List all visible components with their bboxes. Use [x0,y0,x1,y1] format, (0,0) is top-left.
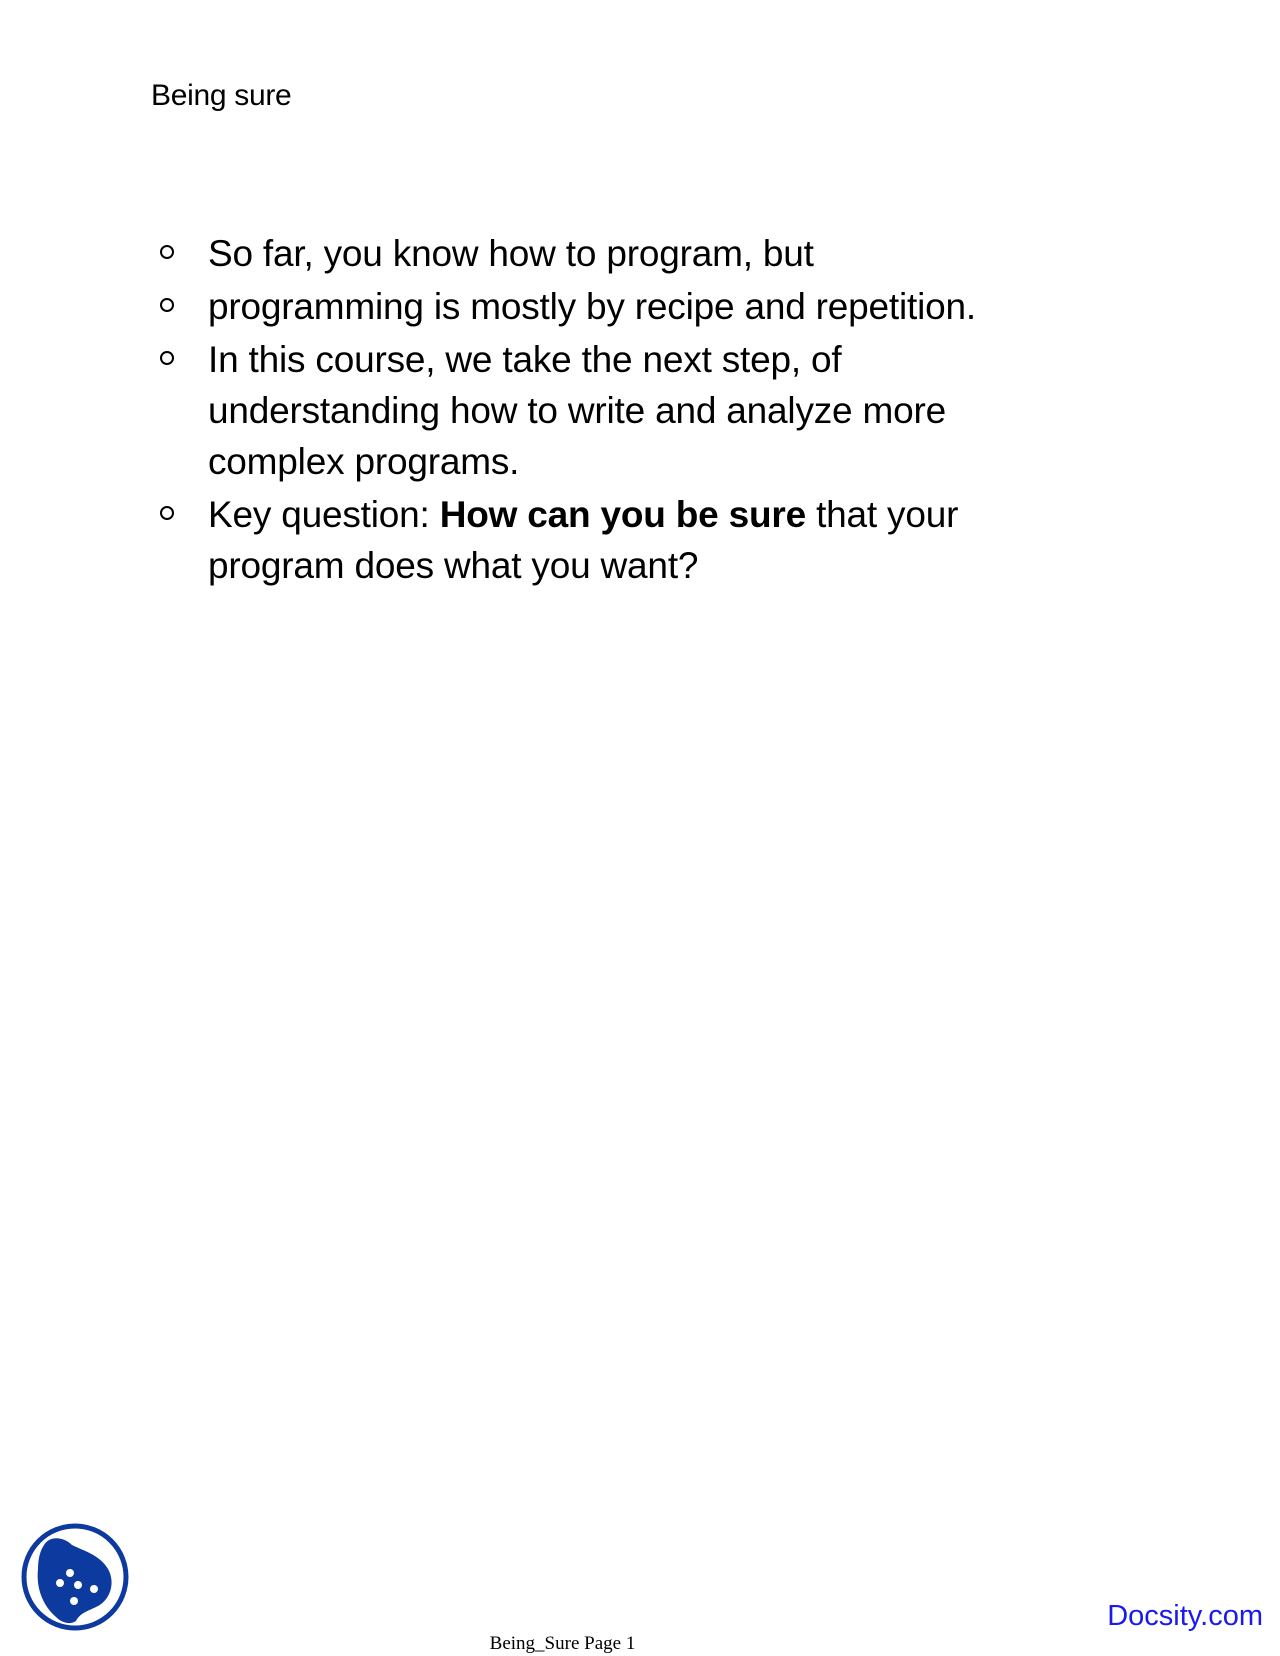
bullet-text: So far, you know how to program, but [208,233,814,274]
bullet-text-suffix: that your program does what you want? [208,494,959,586]
list-item [160,281,1080,332]
circle-bullet-icon [160,298,174,312]
list-item [160,228,1080,279]
list-item [160,334,1080,487]
brand-text: Docsity.com [1107,1600,1263,1632]
list-item [160,489,1080,591]
page-title: Being sure [151,79,292,112]
page-label: Being_Sure Page 1 [489,1633,636,1654]
page-footer [0,1633,1280,1655]
bullet-text-bold: How can you be sure [439,494,806,535]
docsity-logo-icon [20,1521,130,1633]
bullet-text-prefix: Key question: [208,494,440,535]
bullet-list [160,228,1080,593]
circle-bullet-icon [160,351,174,365]
circle-bullet-icon [160,506,174,520]
bullet-text: programming is mostly by recipe and repetition. [208,286,976,327]
circle-bullet-icon [160,245,174,259]
bullet-text: In this course, we take the next step, of understanding how to write and analyze more complex programs. [208,339,947,482]
